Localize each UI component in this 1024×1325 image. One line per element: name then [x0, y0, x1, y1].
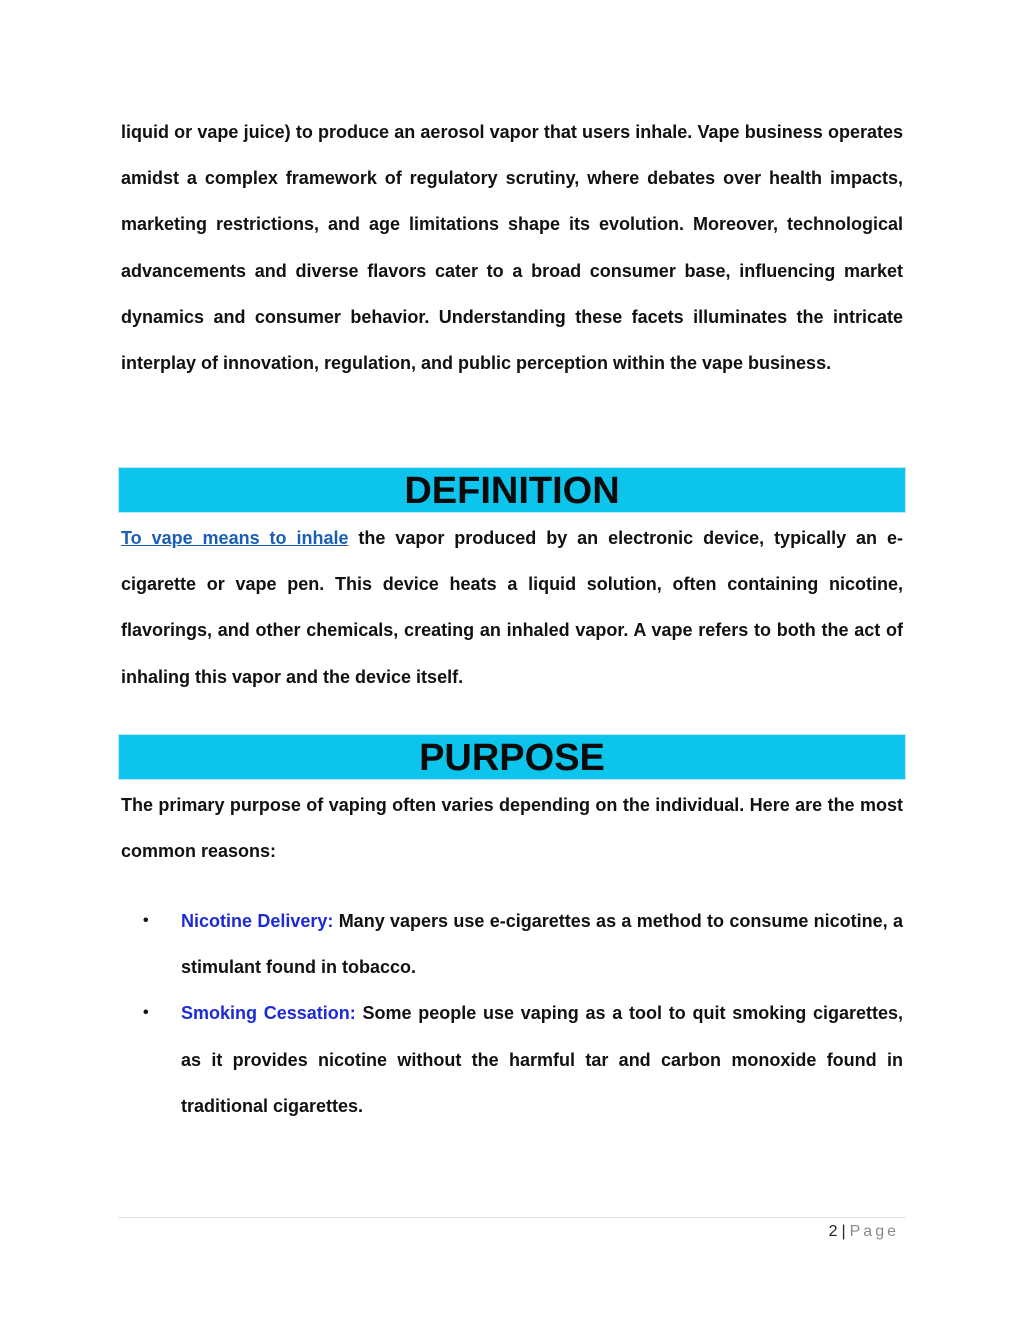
- definition-text: the vapor produced by an electronic device, typically an e-cigarette or vape pen. This device heats a liquid solution, often containing nicotine, flavorings, and other chemicals, creating an inhaled vapor. A vape refers to both the act of inhaling this vapor and the device itself.: [121, 528, 903, 687]
- purpose-intro-paragraph: The primary purpose of vaping often varies depending on the individual. Here are the most common reasons:: [121, 795, 903, 862]
- reasons-list: [121, 898, 903, 1129]
- vape-definition-link[interactable]: To vape means to inhale: [121, 528, 349, 548]
- page-label: Page: [849, 1223, 899, 1240]
- purpose-heading: PURPOSE: [118, 734, 906, 780]
- page-footer: [829, 1221, 899, 1243]
- definition-heading: DEFINITION: [118, 467, 906, 513]
- list-item-text: Some people use vaping as a tool to quit smoking cigarettes, as it provides nicotine without the harmful tar and carbon monoxide found in traditional cigarettes.: [181, 1003, 904, 1116]
- list-item: [121, 990, 903, 1129]
- bullet-icon: •: [143, 912, 149, 929]
- list-item-text: Many vapers use e-cigarettes as a method to consume nicotine, a stimulant found in tobacco.: [181, 911, 903, 978]
- intro-paragraph: liquid or vape juice) to produce an aerosol vapor that users inhale. Vape business operates amidst a complex framework of regulatory scrutiny, where debates over health impacts, marketing restrictions, and age limitations shape its evolution. Moreover, technological advancements and diverse flavors cater to a broad consumer base, influencing market dynamics and consumer behavior. Understanding these facets illuminates the intricate interplay of innovation, regulation, and public perception within the vape business.: [121, 122, 903, 374]
- definition-paragraph: [121, 515, 903, 700]
- footer-divider: [118, 1217, 906, 1218]
- footer-separator: |: [841, 1223, 846, 1240]
- list-item-term: Nicotine Delivery:: [181, 911, 334, 931]
- list-item: [121, 898, 903, 990]
- list-item-term: Smoking Cessation:: [181, 1003, 356, 1024]
- page-number: 2: [828, 1223, 838, 1240]
- bullet-icon: •: [143, 1004, 149, 1022]
